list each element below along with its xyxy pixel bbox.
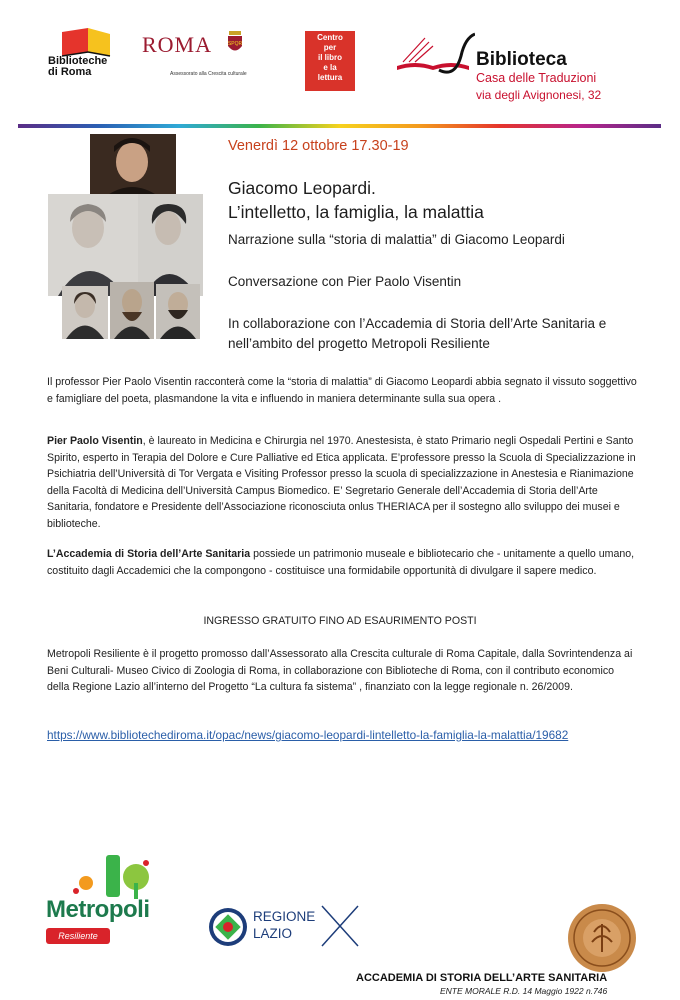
biblioteca-title: Biblioteca <box>476 49 567 70</box>
event-link[interactable]: https://www.bibliotechediroma.it/opac/news/giacomo-leopardi-lintelletto-la-famiglia-la-malattia/19682 <box>47 728 569 742</box>
event-narration: Narrazione sulla “storia di malattia” di Giacomo Leopardi <box>228 232 565 247</box>
roma-logo-subtitle: Assessorato alla Crescita culturale <box>170 71 247 77</box>
bio-text: , è laureato in Medicina e Chirurgia nel 1970. Anestesista, è stato Primario negli Ospedali Pertini e Santo Spirito, esperto in Terapia del Dolore e Cure Palliative ed Etica applicata. E’professore presso la Scuola di Specializzazione in Psichiatria dell’Università di Tor Vergata e Visiting Professor presso la scuola di specializzazione in Anestesia e Rianimazione della Facoltà di Medicina dell’Università Campus Biomedico. E’ Segretario Generale dell’Accademia di Storia dell’Arte Sanitaria, fondatore e Presidente dell’Associazione riconosciuta onlus THERIACA per il sostegno allo sviluppo dei musei e biblioteche. <box>47 435 636 530</box>
event-title-line1: Giacomo Leopardi. <box>228 178 376 198</box>
event-title-line2: L’intelletto, la famiglia, la malattia <box>228 202 484 222</box>
paragraph-bio <box>47 433 637 532</box>
svg-text:SPQR: SPQR <box>227 41 243 47</box>
accademia-seal-icon <box>566 902 638 974</box>
event-conversation: Conversazione con Pier Paolo Visentin <box>228 274 462 289</box>
biblioteca-subtitle: Casa delle Traduzioni <box>476 71 597 85</box>
paragraph-intro: Il professor Pier Paolo Visentin racconterà come la “storia di malattia” di Giacomo Leopardi abbia segnato il vissuto soggettivo e famigliare del poeta, plasmandone la vita e influendo in maniera determinante sulla sua opera . <box>47 376 637 405</box>
rainbow-divider <box>18 124 661 128</box>
centro-libro-lettura-logo: Centro per il libro e la lettura <box>305 31 355 91</box>
event-date: Venerdì 12 ottobre 17.30-19 <box>228 138 409 154</box>
roma-logo-word: ROMA <box>142 32 213 57</box>
biblioteche-di-roma-logo: Biblioteche di Roma <box>48 55 108 78</box>
accademia-text: possiede un patrimonio museale e bibliotecario che - unitamente a quello umano, costituito dagli Accademici che la compongono - costituisce una formidabile opportunità di divulgare il sapere medico. <box>47 548 635 577</box>
biblioteca-address: via degli Avignonesi, 32 <box>476 88 602 102</box>
regione-lazio-line1: REGIONE <box>253 909 316 924</box>
metropoli-logo-word: Metropoli <box>46 896 150 923</box>
bio-name: Pier Paolo Visentin <box>47 435 143 447</box>
accademia-name: L’Accademia di Storia dell’Arte Sanitaria <box>47 548 251 560</box>
accademia-name-footer: ACCADEMIA DI STORIA DELL’ARTE SANITARIA <box>356 972 608 984</box>
event-collaboration: In collaborazione con l’Accademia di Storia dell’Arte Sanitaria e nell’ambito del progetto Metropoli Resiliente <box>228 316 607 351</box>
free-entry-notice: INGRESSO GRATUITO FINO AD ESAURIMENTO POSTI <box>203 615 477 627</box>
paragraph-metropoli: Metropoli Resiliente è il progetto promosso dall’Assessorato alla Crescita culturale di Roma Capitale, dalla Sovrintendenza ai Beni Culturali- Museo Civico di Zoologia di Roma, in collaborazione con Biblioteche di Roma, con il contributo economico della Regione Lazio all’interno del Progetto “La cultura fa sistema” , finanziato con la legge regionale n. 26/2009. <box>47 648 633 693</box>
regione-lazio-x-mark-icon <box>320 904 360 948</box>
portraits-collage-image <box>48 134 203 339</box>
regione-lazio-emblem-icon <box>208 907 248 947</box>
regione-lazio-line2: LAZIO <box>253 926 293 941</box>
resiliente-badge: Resiliente <box>46 928 110 944</box>
accademia-ente-morale: ENTE MORALE R.D. 14 Maggio 1922 n.746 <box>440 986 608 996</box>
paragraph-accademia <box>47 546 637 579</box>
roma-shield-icon <box>227 31 243 55</box>
biblioteca-book-icon <box>395 26 475 84</box>
